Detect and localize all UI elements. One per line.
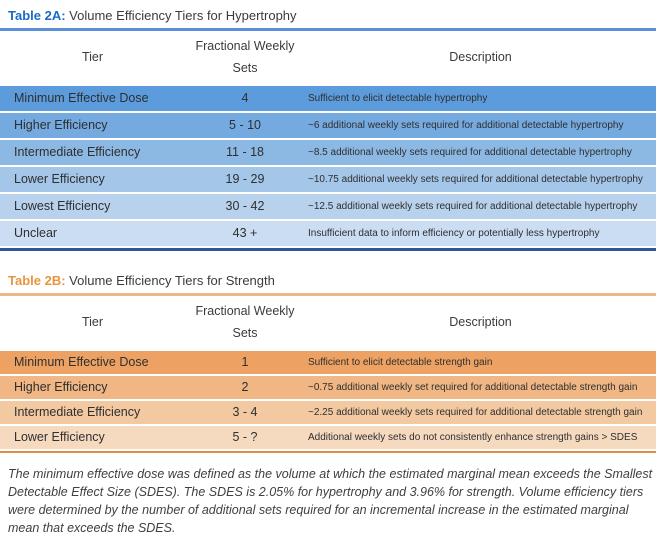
sets-cell: 19 - 29 [225, 172, 265, 187]
sets-cell: 5 - 10 [229, 118, 261, 133]
table-2a-title [0, 8, 656, 28]
header-fractional-weekly-sets: Fractional Weekly Sets [195, 303, 295, 340]
description-cell: ~2.25 additional weekly sets required for additional detectable strength gain [308, 406, 643, 418]
section-gap [0, 251, 667, 273]
description-cell: ~10.75 additional weekly sets required for additional detectable hypertrophy [308, 173, 643, 185]
table-row [0, 194, 656, 219]
sets-cell: 11 - 18 [226, 145, 264, 160]
table-2b-label: Table 2B: [8, 272, 66, 288]
tier-cell: Intermediate Efficiency [14, 145, 141, 160]
table-row [0, 167, 656, 192]
description-cell: Sufficient to elicit detectable strength gain [308, 356, 493, 368]
tier-cell: Unclear [14, 226, 58, 241]
table-row [0, 113, 656, 138]
header-tier: Tier [81, 314, 104, 329]
description-cell: Insufficient data to inform efficiency or potentially less hypertrophy [308, 227, 600, 239]
table-row [0, 426, 656, 449]
description-cell: ~12.5 additional weekly sets required for additional detectable hypertrophy [308, 200, 638, 212]
table-2a-label: Table 2A: [8, 8, 66, 23]
description-cell: Sufficient to elicit detectable hypertrophy [308, 92, 488, 104]
sets-cell: 5 - ? [232, 430, 258, 444]
header-tier: Tier [81, 49, 104, 64]
header-description: Description [449, 314, 512, 329]
table-2b-title [0, 273, 656, 293]
table-row [0, 221, 656, 246]
table-row [0, 351, 656, 374]
table-row [0, 140, 656, 165]
tier-cell: Lower Efficiency [14, 172, 105, 187]
description-cell: ~8.5 additional weekly sets required for additional detectable hypertrophy [308, 146, 632, 158]
table-2b-header-row [0, 296, 656, 351]
sets-cell: 3 - 4 [232, 405, 258, 419]
header-description: Description [449, 49, 512, 64]
table-2a-section [0, 8, 656, 251]
tier-cell: Minimum Effective Dose [14, 355, 149, 369]
table-row [0, 86, 656, 111]
table-2b-title-text: Volume Efficiency Tiers for Strength [65, 272, 275, 288]
tier-cell: Higher Efficiency [14, 118, 108, 133]
sets-cell: 43 + [232, 226, 258, 241]
sets-cell: 30 - 42 [225, 199, 265, 214]
description-cell: ~0.75 additional weekly set required for additional detectable strength gain [308, 381, 638, 393]
header-fractional-weekly-sets: Fractional Weekly Sets [195, 39, 295, 75]
description-cell: Additional weekly sets do not consistently enhance strength gains > SDES [308, 431, 638, 443]
tier-cell: Lower Efficiency [14, 430, 105, 444]
tier-cell: Minimum Effective Dose [14, 91, 149, 106]
sets-cell: 4 [241, 91, 249, 106]
table-2a-header-row [0, 31, 656, 86]
table-2b-bottom-border [0, 451, 656, 454]
tier-cell: Higher Efficiency [14, 380, 108, 394]
footnote: The minimum effective dose was defined as the volume at which the estimated marginal mean exceeds the Smallest Detectable Effect Size (SDES). The SDES is 2.05% for hypertrophy and 3.96% for strength. Volume efficiency tiers were determined by the number of additional sets required for an incremental increase in the estimated marginal mean that exceeds the SDES. [8, 467, 653, 536]
sets-cell: 1 [241, 355, 249, 369]
description-cell: ~6 additional weekly sets required for additional detectable hypertrophy [308, 119, 624, 131]
table-2a-title-text: Volume Efficiency Tiers for Hypertrophy [65, 8, 297, 23]
table-2b-section [0, 273, 656, 453]
table-row [0, 401, 656, 424]
sets-cell: 2 [241, 380, 249, 394]
tier-cell: Lowest Efficiency [14, 199, 111, 214]
tier-cell: Intermediate Efficiency [14, 405, 141, 419]
table-row [0, 376, 656, 399]
